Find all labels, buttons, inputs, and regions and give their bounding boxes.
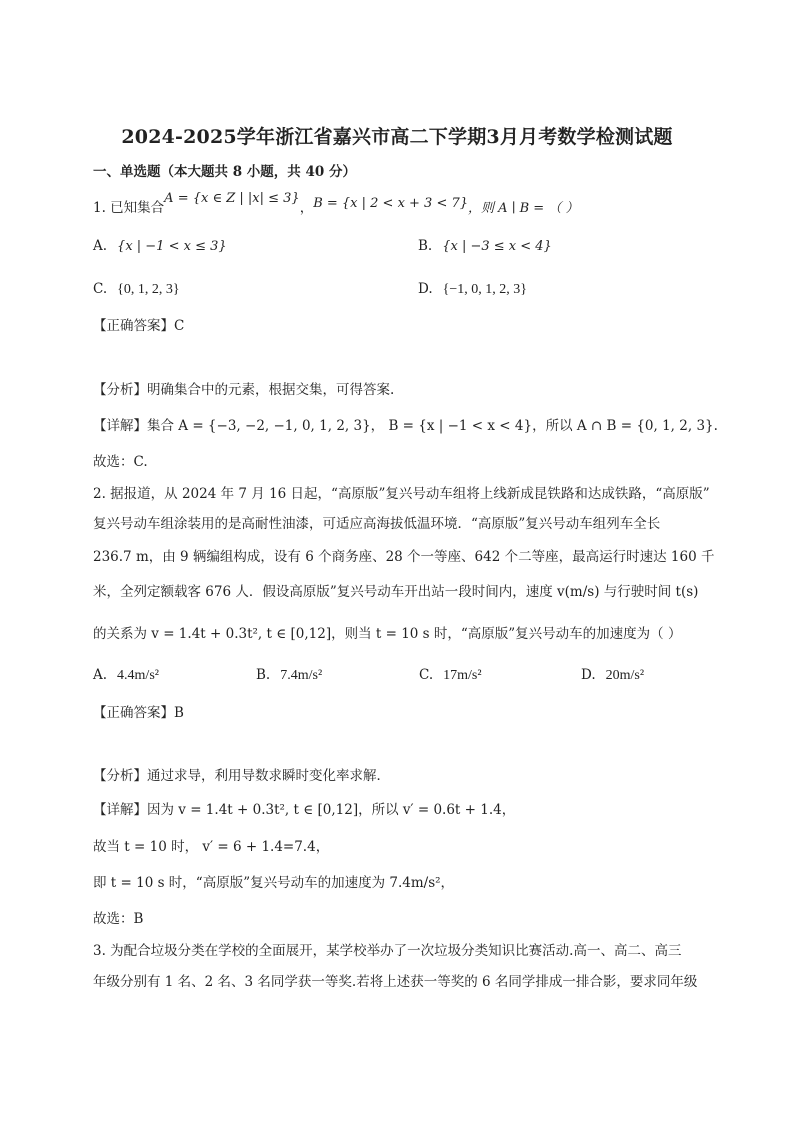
q2-answer: 【正确答案】B: [93, 705, 184, 721]
q1-answer: 【正确答案】C: [93, 318, 185, 334]
option-text: 7.4m/s²: [280, 668, 323, 683]
q2-step-2: 故当 t = 10 时， v′ = 6 + 1.4=7.4，: [93, 839, 330, 855]
option-label: A.: [93, 667, 108, 683]
set-a-formula: A = {x ∈ Z | |x| ≤ 3}: [164, 191, 300, 206]
option-text: {−1, 0, 1, 2, 3}: [442, 282, 527, 297]
question-1-prefix: 1. 已知集合: [93, 200, 165, 216]
q2-option-a: [93, 667, 159, 684]
q2-option-b: [256, 667, 322, 684]
option-label: C.: [93, 281, 108, 297]
option-label: B.: [418, 238, 433, 254]
q1-choose: 故选：C.: [93, 454, 148, 470]
option-text: 4.4m/s²: [117, 668, 159, 683]
q2-choose: 故选：B: [93, 911, 144, 927]
q2-step-3: 即 t = 10 s 时，“高原版”复兴号动车的加速度为 7.4m/s²，: [93, 875, 455, 891]
option-label: C.: [419, 667, 434, 683]
option-text: {0, 1, 2, 3}: [117, 282, 180, 297]
q2-line-3: 236.7 m，由 9 辆编组构成，设有 6 个商务座、28 个一等座、642 个二等座，最高运行时速达 160 千: [93, 549, 715, 565]
q3-line-2: 年级分别有 1 名、2 名、3 名同学获一等奖.若将上述获一等奖的 6 名同学排成一排合影，要求同年级: [93, 974, 698, 990]
set-b-formula: B = {x | 2 < x + 3 < 7}: [313, 196, 469, 211]
q2-detail: 【详解】因为 v = 1.4t + 0.3t², t ∈ [0,12]，所以 v′ = 0.6t + 1.4，: [93, 802, 516, 818]
q1-option-a: [93, 238, 227, 254]
q2-option-c: [419, 667, 482, 684]
q2-option-d: [581, 667, 644, 684]
q2-line-1: 2. 据报道，从 2024 年 7 月 16 日起，“高原版”复兴号动车组将上线新成昆铁路和达成铁路，“高原版”: [93, 486, 710, 502]
q2-line-4: 米，全列定额载客 676 人．假设高原版”复兴号动车开出站一段时间内，速度 v(m/s) 与行驶时间 t(s): [93, 584, 699, 600]
q2-analysis: 【分析】通过求导，利用导数求瞬时变化率求解．: [93, 768, 390, 784]
q1-option-d: [418, 281, 527, 298]
option-label: B.: [256, 667, 271, 683]
q1-detail: 【详解】集合 A = {−3, −2, −1, 0, 1, 2, 3}， B = {x | −1 < x < 4}，所以 A ∩ B = {0, 1, 2, 3}.: [93, 418, 718, 434]
option-label: D.: [581, 667, 596, 683]
page-title: 2024-2025学年浙江省嘉兴市高二下学期3月月考数学检测试题: [121, 126, 673, 148]
question-1-separator: ，: [299, 200, 314, 216]
option-text: 17m/s²: [443, 668, 482, 683]
q1-option-c: [93, 281, 180, 298]
option-text: 20m/s²: [605, 668, 645, 683]
q2-line-2: 复兴号动车组涂装用的是高耐性油漆，可适应高海拔低温环境．“高原版”复兴号动车组列车全长: [93, 516, 661, 532]
question-1-stem: [93, 191, 579, 219]
q1-analysis: 【分析】明确集合中的元素，根据交集，可得答案.: [93, 382, 395, 398]
question-1-ask: ，则 A ∣ B = （ ）: [468, 201, 579, 216]
option-text: {x | −1 < x ≤ 3}: [117, 239, 227, 254]
q2-line-5: 的关系为 v = 1.4t + 0.3t², t ∈ [0,12]，则当 t = 10 s 时，“高原版”复兴号动车的加速度为（ ）: [93, 626, 682, 642]
option-text: {x | −3 ≤ x < 4}: [442, 239, 552, 254]
section-heading: 一、单选题（本大题共 8 小题，共 40 分）: [93, 164, 356, 180]
option-label: D.: [418, 281, 433, 297]
option-label: A.: [93, 238, 108, 254]
q1-option-b: [418, 238, 552, 254]
q3-line-1: 3. 为配合垃圾分类在学校的全面展开，某学校举办了一次垃圾分类知识比赛活动.高一、高二、高三: [93, 943, 682, 959]
